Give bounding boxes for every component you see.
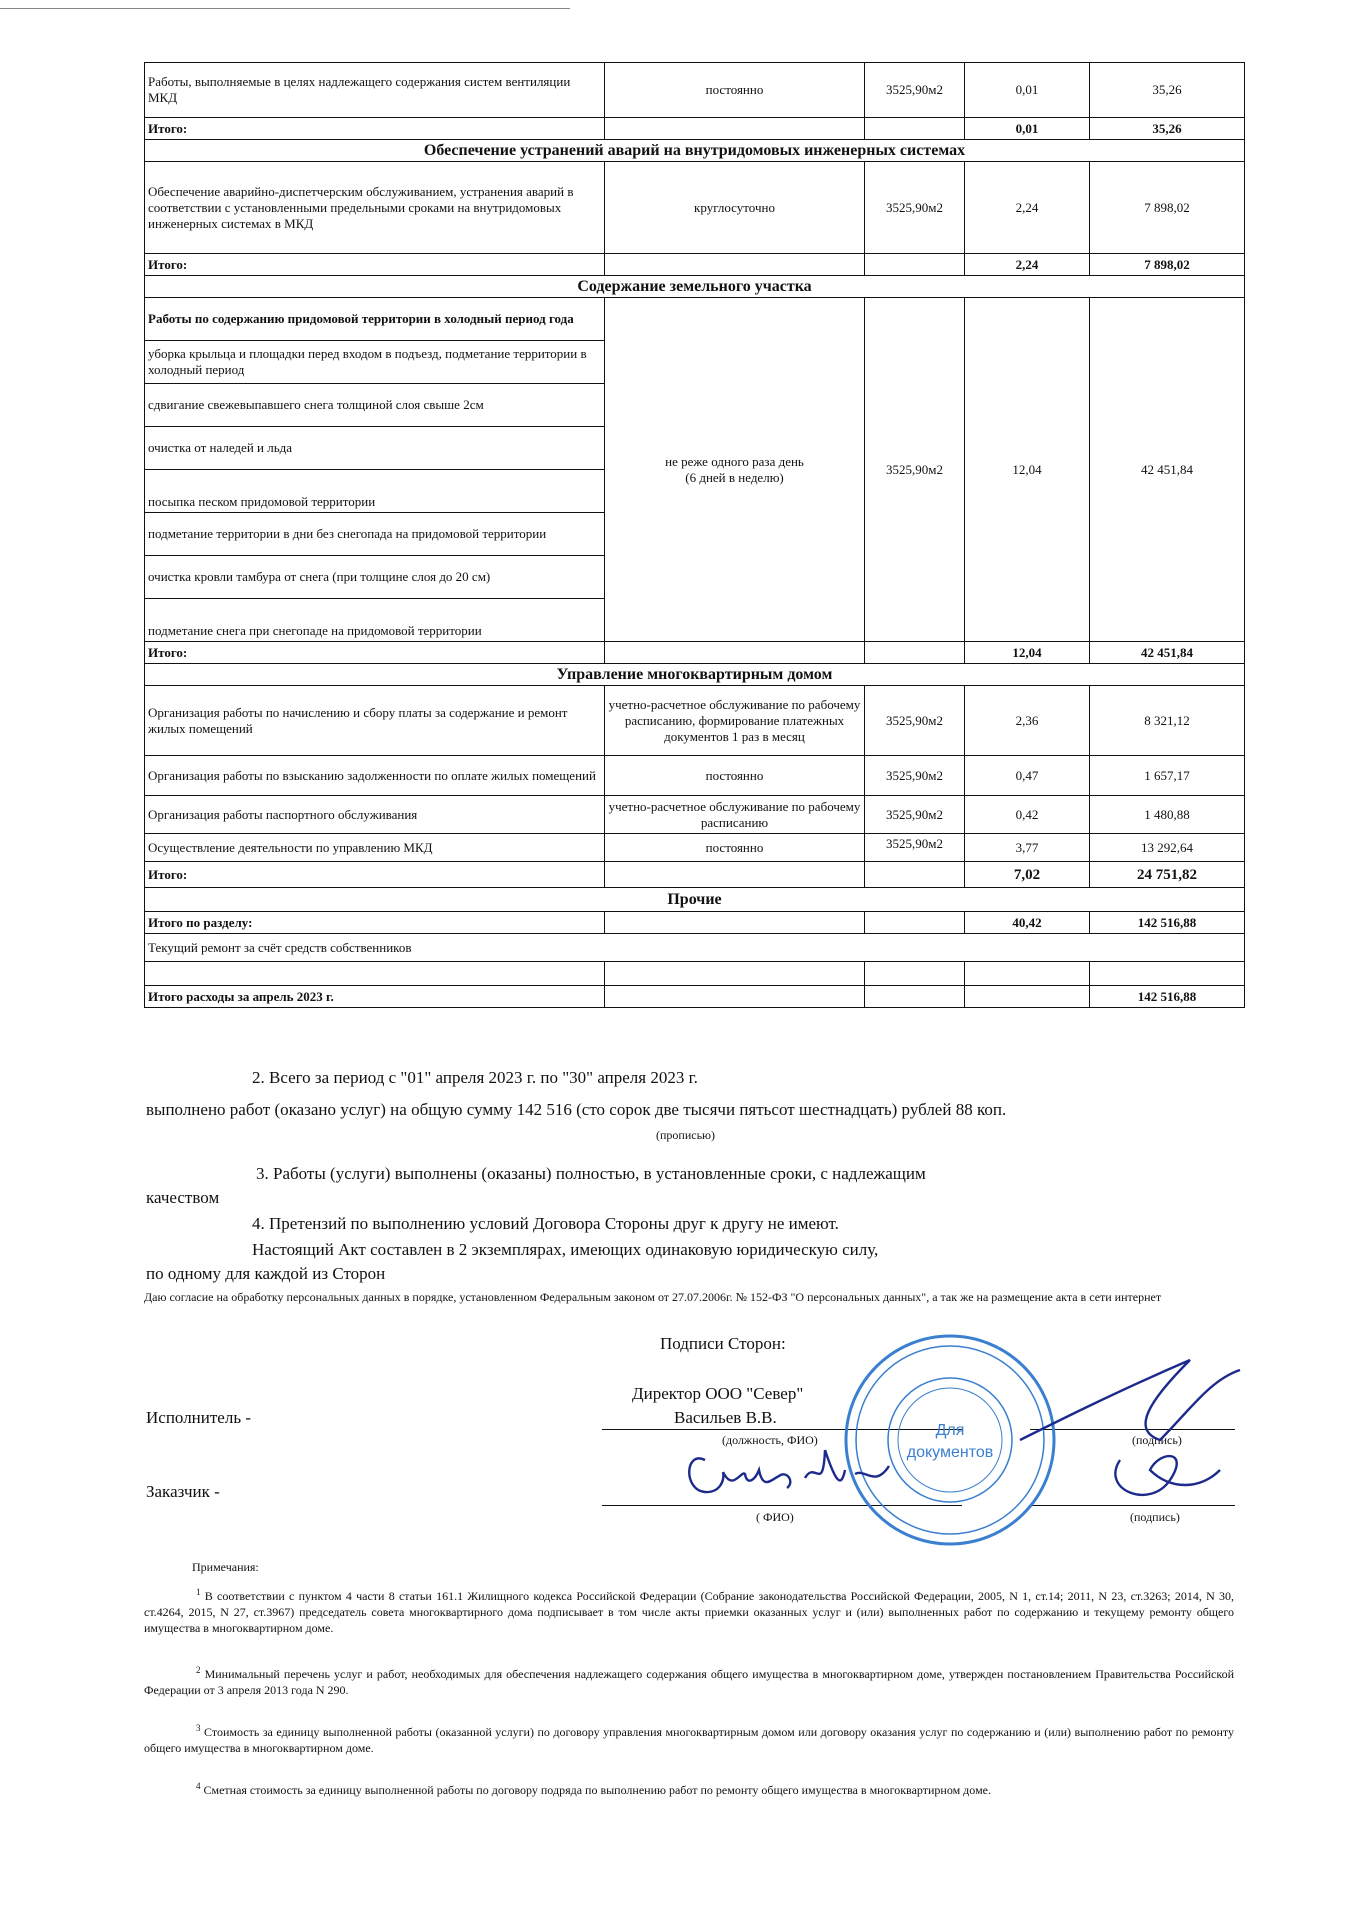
consent-text: Даю согласие на обработку персональных данных в порядке, установленном Федеральным законом от 27.07.2006г. № 152-ФЗ "О персональных данных", а так же на размещение акта в сети интернет — [144, 1290, 1162, 1304]
row-frequency — [605, 298, 865, 642]
signatures-title: Подписи Сторон: — [660, 1334, 786, 1353]
note-1-text: В соответствии с пунктом 4 части 8 статьи 161.1 Жилищного кодекса Российской Федерации (Собрание законодательства Российской Федерации, 2005, N 1, ст.14; 2011, N 23, ст.3263; 2014, N 30, ст.4264, 2015, N 27, ст.3967) председатель совета многоквартирного дома подписывает в том числе акты приемки оказанных услуг и (или) выполненных работ по содержанию и текущему ремонту общего имущества в многоквартирном доме. — [144, 1589, 1235, 1635]
repair-row — [145, 934, 1245, 962]
row-rate: 3,77 — [965, 834, 1090, 862]
row-name: Осуществление деятельности по управлению МКД — [145, 834, 605, 862]
row-name: Организация работы по начислению и сбору платы за содержание и ремонт жилых помещений — [145, 686, 605, 756]
table-row — [145, 686, 1245, 756]
land-frequency-line2: (6 дней в неделю) — [685, 469, 784, 485]
section-title: Содержание земельного участка — [145, 276, 1245, 298]
total-sum: 24 751,82 — [1090, 862, 1245, 888]
scan-top-line — [0, 8, 570, 9]
row-name: Обеспечение аварийно-диспетчерским обслуживанием, устранения аварий в соответствии с установленными предельными сроками на внутридомовых инженерных системах в МКД — [145, 162, 605, 254]
land-item: уборка крыльца и площадки перед входом в подъезд, подметание территории в холодный период — [145, 341, 605, 384]
row-rate: 2,24 — [965, 162, 1090, 254]
paragraph-5: Настоящий Акт составлен в 2 экземплярах, имеющих одинаковую юридическую силу, — [252, 1240, 879, 1259]
paragraph-5-cont: по одному для каждой из Сторон — [146, 1264, 386, 1283]
row-name: Организация работы по взысканию задолженности по оплате жилых помещений — [145, 756, 605, 796]
row-area: 3525,90м2 — [865, 162, 965, 254]
land-item: подметание территории в дни без снегопада на придомовой территории — [145, 513, 605, 556]
section-total-rate: 40,42 — [965, 912, 1090, 934]
total-row — [145, 642, 1245, 664]
row-area: 3525,90м2 — [865, 756, 965, 796]
land-works-header: Работы по содержанию придомовой территории в холодный период года — [145, 298, 605, 341]
note-2-number: 2 — [196, 1665, 201, 1675]
services-table — [144, 62, 1245, 1008]
table-row — [145, 796, 1245, 834]
total-sum: 7 898,02 — [1090, 254, 1245, 276]
table-row — [145, 63, 1245, 118]
section-total-sum: 142 516,88 — [1090, 912, 1245, 934]
row-rate: 2,36 — [965, 686, 1090, 756]
customer-signature — [675, 1430, 905, 1510]
note-4-number: 4 — [196, 1781, 201, 1791]
note-3 — [144, 1720, 1234, 1756]
row-frequency: учетно-расчетное обслуживание по рабочему расписанию — [605, 796, 865, 834]
note-3-text: Стоимость за единицу выполненной работы (оказанной услуги) по договору управления многоквартирным домом или договору оказания услуг по содержанию и (или) выполнению работ по ремонту общего имущества в многоквартирном доме. — [144, 1725, 1234, 1755]
note-2-text: Минимальный перечень услуг и работ, необходимых для обеспечения надлежащего содержания общего имущества в многоквартирном доме, утвержден постановлением Правительства Российской Федерации от 3 апреля 2013 года N 290. — [144, 1667, 1234, 1697]
row-area: 3525,90м2 — [865, 834, 965, 862]
executor-signature — [1000, 1340, 1280, 1520]
stamp-word-2: документов — [906, 1444, 994, 1461]
total-label: Итого: — [145, 862, 605, 888]
row-sum: 7 898,02 — [1090, 162, 1245, 254]
row-frequency: постоянно — [605, 756, 865, 796]
total-label: Итого: — [145, 642, 605, 664]
paragraph-2-amount: выполнено работ (оказано услуг) на общую сумму 142 516 (сто сорок две тысячи пятьсот шестнадцать) рублей 88 коп. — [146, 1100, 1007, 1119]
customer-sign-caption: (подпись) — [1130, 1510, 1180, 1524]
note-2 — [144, 1662, 1234, 1698]
note-4-text: Сметная стоимость за единицу выполненной работы по договору подряда по выполнению работ по ремонту общего имущества в многоквартирном доме. — [203, 1783, 991, 1797]
repair-label: Текущий ремонт за счёт средств собственников — [145, 934, 1245, 962]
row-frequency: круглосуточно — [605, 162, 865, 254]
row-area: 3525,90м2 — [865, 796, 965, 834]
land-item: сдвигание свежевыпавшего снега толщиной слоя свыше 2см — [145, 384, 605, 427]
total-row — [145, 254, 1245, 276]
total-rate: 7,02 — [965, 862, 1090, 888]
row-rate: 0,47 — [965, 756, 1090, 796]
customer-label: Заказчик - — [146, 1482, 220, 1501]
paragraph-4: 4. Претензий по выполнению условий Договора Стороны друг к другу не имеют. — [252, 1214, 839, 1233]
note-1 — [144, 1584, 1234, 1636]
section-title: Обеспечение устранений аварий на внутридомовых инженерных системах — [145, 140, 1245, 162]
stamp-word-1: Для — [935, 1422, 965, 1439]
section-header — [145, 664, 1245, 686]
customer-caption: ( ФИО) — [756, 1510, 794, 1524]
row-sum: 8 321,12 — [1090, 686, 1245, 756]
total-label: Итого: — [145, 118, 605, 140]
row-sum: 13 292,64 — [1090, 834, 1245, 862]
total-sum: 42 451,84 — [1090, 642, 1245, 664]
section-total-label: Итого по разделу: — [145, 912, 605, 934]
grand-total-label: Итого расходы за апрель 2023 г. — [145, 986, 605, 1008]
executor-position: Директор ООО "Север" — [632, 1384, 804, 1403]
total-row — [145, 862, 1245, 888]
row-sum: 1 657,17 — [1090, 756, 1245, 796]
land-item: подметание снега при снегопаде на придомовой территории — [145, 599, 605, 642]
propisyu-caption: (прописью) — [656, 1128, 716, 1142]
section-header — [145, 276, 1245, 298]
section-total-row — [145, 912, 1245, 934]
row-name: Работы, выполняемые в целях надлежащего содержания систем вентиляции МКД — [145, 63, 605, 118]
table-row — [145, 834, 1245, 862]
grand-total-row — [145, 986, 1245, 1008]
row-rate: 0,01 — [965, 63, 1090, 118]
executor-label: Исполнитель - — [146, 1408, 251, 1427]
land-item: посыпка песком придомовой территории — [145, 470, 605, 513]
row-name: Организация работы паспортного обслуживания — [145, 796, 605, 834]
total-sum: 35,26 — [1090, 118, 1245, 140]
row-sum: 1 480,88 — [1090, 796, 1245, 834]
note-3-number: 3 — [196, 1723, 201, 1733]
executor-name: Васильев В.В. — [674, 1408, 777, 1427]
paragraph-2: 2. Всего за период с "01" апреля 2023 г. по "30" апреля 2023 г. — [252, 1068, 698, 1087]
row-frequency: постоянно — [605, 63, 865, 118]
paragraph-3-cont: качеством — [146, 1188, 220, 1207]
paragraph-3: 3. Работы (услуги) выполнены (оказаны) полностью, в установленные сроки, с надлежащим — [256, 1164, 926, 1183]
row-frequency: постоянно — [605, 834, 865, 862]
land-frequency-line1: не реже одного раза день — [665, 453, 804, 469]
table-row — [145, 162, 1245, 254]
empty-row — [145, 962, 1245, 986]
section-header — [145, 888, 1245, 912]
row-sum: 42 451,84 — [1090, 298, 1245, 642]
grand-total-sum: 142 516,88 — [1090, 986, 1245, 1008]
row-area: 3525,90м2 — [865, 298, 965, 642]
notes-heading: Примечания: — [192, 1560, 259, 1574]
total-label: Итого: — [145, 254, 605, 276]
note-4 — [144, 1778, 1234, 1798]
land-item: очистка кровли тамбура от снега (при толщине слоя до 20 см) — [145, 556, 605, 599]
total-row — [145, 118, 1245, 140]
total-rate: 12,04 — [965, 642, 1090, 664]
row-area: 3525,90м2 — [865, 686, 965, 756]
row-area: 3525,90м2 — [865, 63, 965, 118]
table-row — [145, 298, 1245, 341]
executor-sign-caption: (подпись) — [1132, 1433, 1182, 1447]
section-header — [145, 140, 1245, 162]
total-rate: 2,24 — [965, 254, 1090, 276]
row-rate: 12,04 — [965, 298, 1090, 642]
table-row — [145, 756, 1245, 796]
row-frequency: учетно-расчетное обслуживание по рабочему расписанию, формирование платежных документов 1 раз в месяц — [605, 686, 865, 756]
section-title: Прочие — [145, 888, 1245, 912]
row-sum: 35,26 — [1090, 63, 1245, 118]
land-item: очистка от наледей и льда — [145, 427, 605, 470]
section-title: Управление многоквартирным домом — [145, 664, 1245, 686]
row-rate: 0,42 — [965, 796, 1090, 834]
note-1-number: 1 — [196, 1587, 201, 1597]
executor-caption: (должность, ФИО) — [722, 1433, 818, 1447]
total-rate: 0,01 — [965, 118, 1090, 140]
